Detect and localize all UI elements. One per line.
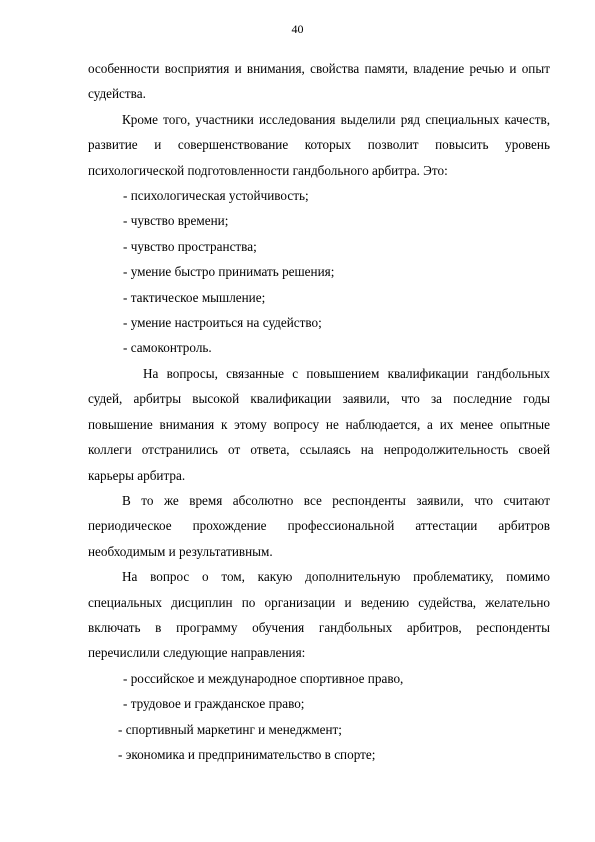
paragraph: В то же время абсолютно все респонденты заявили, что считают периодическое прохождение профессиональной аттестации арбитров необходимым и результативным. bbox=[88, 492, 550, 559]
paragraph: На вопросы, связанные с повышением квалификации гандбольных судей, арбитры высокой квалификации заявили, что за последние годы повышение внимания к этому вопросу не наблюдается, а их менее опытные коллеги отстранились от ответа, ссылаясь на непродолжительность своей карьеры арбитра. bbox=[88, 365, 550, 483]
body-text bbox=[88, 56, 550, 767]
list-item: - экономика и предпринимательство в спорте; bbox=[118, 746, 376, 762]
qualities-list bbox=[88, 183, 550, 361]
list-item: - спортивный маркетинг и менеджмент; bbox=[118, 721, 342, 737]
list-item: - тактическое мышление; bbox=[123, 289, 266, 305]
list-item: - трудовое и гражданское право; bbox=[123, 696, 305, 712]
paragraph: Кроме того, участники исследования выделили ряд специальных качеств, развитие и совершенствование которых позволит повысить уровень психологической подготовленности гандбольного арбитра. Это: bbox=[88, 111, 550, 178]
list-item: - самоконтроль. bbox=[123, 340, 212, 356]
list-item: - российское и международное спортивное право, bbox=[123, 670, 404, 686]
list-item: - психологическая устойчивость; bbox=[123, 188, 309, 204]
list-item: - умение настроиться на судейство; bbox=[123, 315, 322, 331]
directions-list bbox=[88, 666, 550, 768]
page-number: 40 bbox=[291, 22, 304, 36]
paragraph: На вопрос о том, какую дополнительную проблематику, помимо специальных дисциплин по организации и ведению судейства, желательно включать в программу обучения гандбольных арбитров, респонденты перечислили следующие направления: bbox=[88, 569, 550, 661]
list-item: - чувство времени; bbox=[123, 213, 229, 229]
list-item: - чувство пространства; bbox=[123, 238, 257, 254]
list-item: - умение быстро принимать решения; bbox=[123, 264, 335, 280]
paragraph: особенности восприятия и внимания, свойства памяти, владение речью и опыт судейства. bbox=[88, 61, 550, 102]
